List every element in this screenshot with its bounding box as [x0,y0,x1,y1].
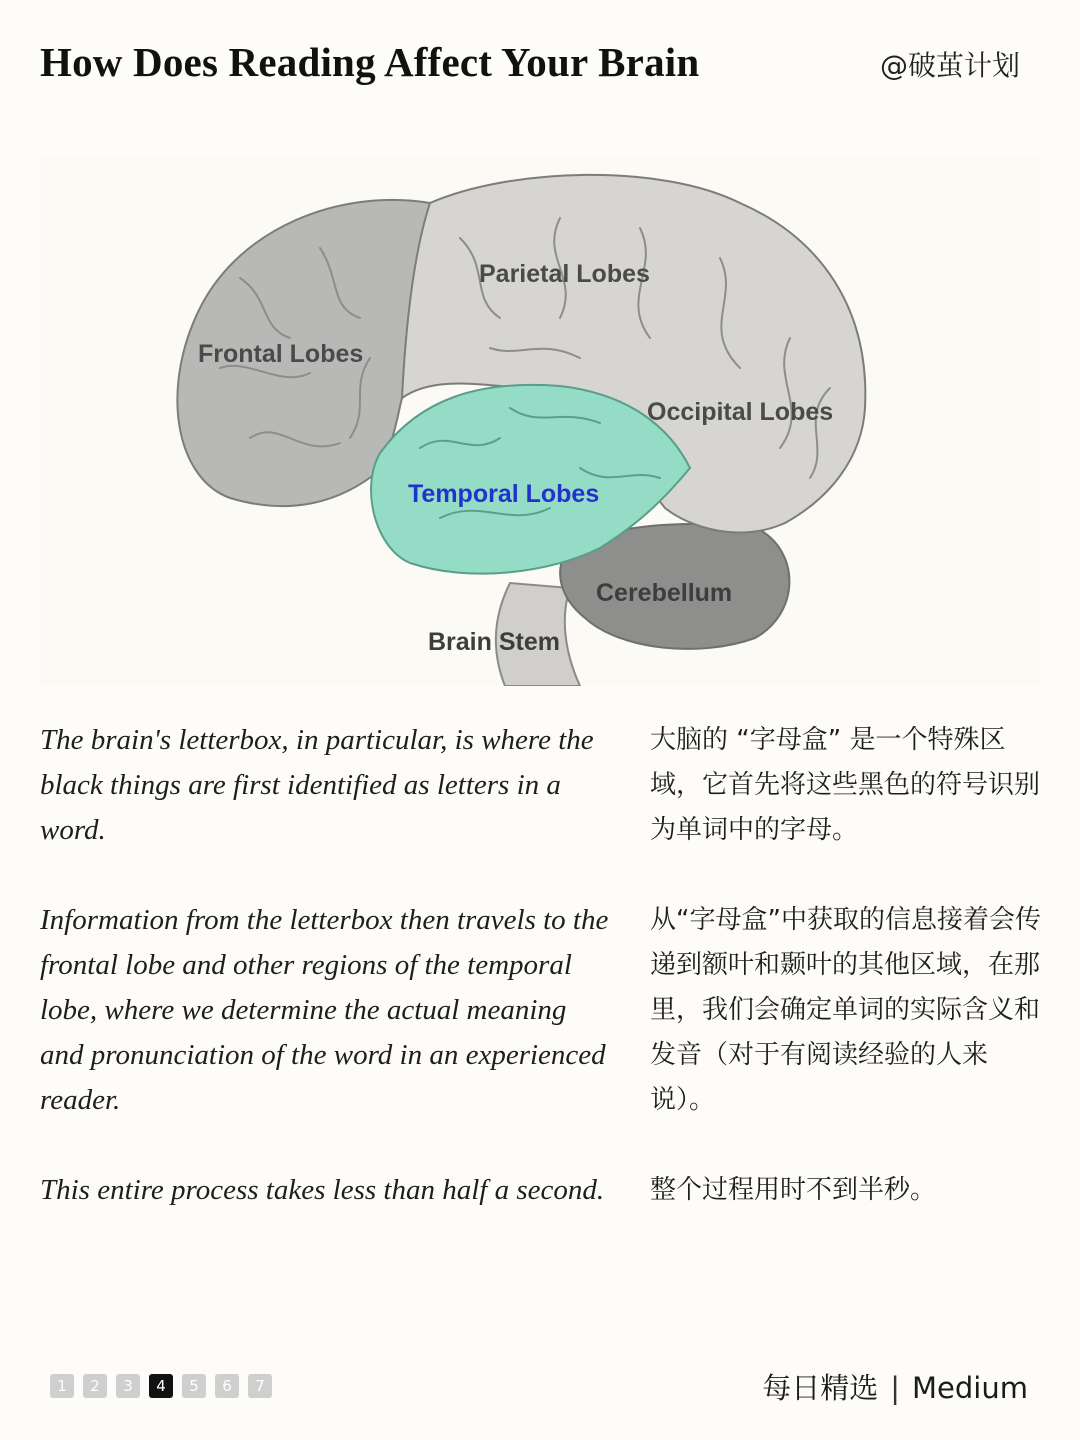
chinese-paragraph-2: 从“字母盒”中获取的信息接着会传递到额叶和颞叶的其他区域，在那里，我们会确定单词的实际含义和发音（对于有阅读经验的人来说）。 [650,905,1041,1115]
english-text [40,718,615,1258]
page-dot-7[interactable]: 7 [248,1374,272,1398]
temporal-lobes-label: Temporal Lobes [408,480,600,508]
frontal-lobes-label: Frontal Lobes [198,340,364,368]
cerebellum-label: Cerebellum [596,579,733,607]
page-dot-3[interactable]: 3 [116,1374,140,1398]
occipital-lobes-label: Occipital Lobes [647,398,834,426]
page-dot-6[interactable]: 6 [215,1374,239,1398]
footer-source: Medium [912,1371,1028,1405]
page-dot-1[interactable]: 1 [50,1374,74,1398]
chinese-paragraph-3: 整个过程用时不到半秒。 [650,1175,937,1205]
english-paragraph-2: Information from the letterbox then travels to the frontal lobe and other regions of the temporal lobe, where we determine the actual meaning and pronunciation of the word in an experienced reader. [40,904,609,1116]
brain-diagram [40,158,1040,686]
brain-stem-label: Brain Stem [428,628,560,656]
author-handle: @破茧计划 [879,49,1020,82]
page-dot-4-current[interactable]: 4 [149,1374,173,1398]
footer-separator: | [890,1371,901,1405]
english-paragraph-1: The brain's letterbox, in particular, is where the black things are first identified as letters in a word. [40,724,594,846]
chinese-text [650,718,1050,1258]
page-title: How Does Reading Affect Your Brain [40,39,700,85]
page-dot-5[interactable]: 5 [182,1374,206,1398]
page-indicator [50,1374,272,1398]
page-dot-2[interactable]: 2 [83,1374,107,1398]
footer-credit [762,1366,1028,1407]
english-paragraph-3: This entire process takes less than half a second. [40,1174,605,1206]
parietal-lobes-label: Parietal Lobes [479,260,650,288]
footer-section: 每日精选 [762,1371,879,1405]
chinese-paragraph-1: 大脑的 “字母盒” 是一个特殊区域，它首先将这些黑色的符号识别为单词中的字母。 [650,725,1041,845]
